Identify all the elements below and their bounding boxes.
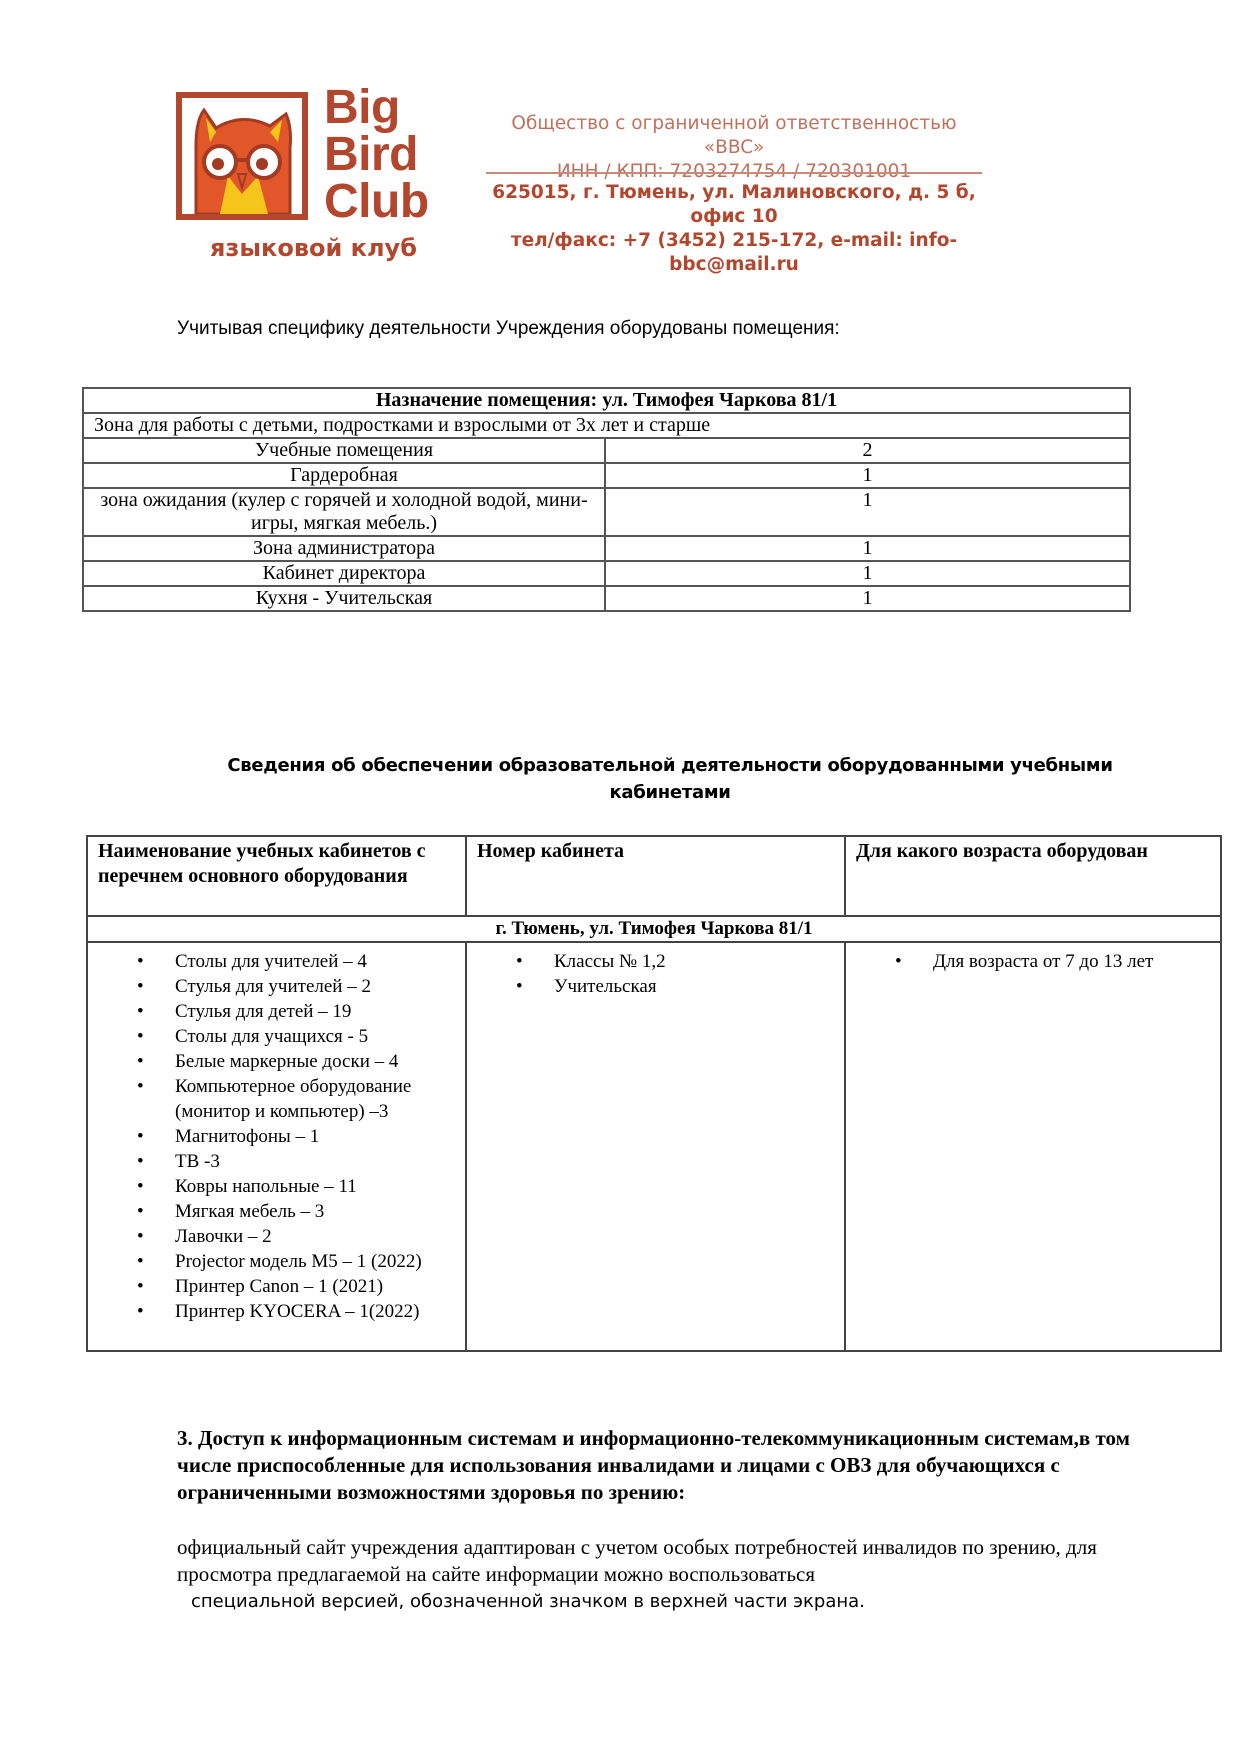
company-address: 625015, г. Тюмень, ул. Малиновского, д. 5 б, офис 10 bbox=[492, 182, 976, 227]
bullet-icon: • bbox=[137, 1276, 144, 1297]
bullet-icon: • bbox=[137, 1201, 144, 1222]
bullet-icon: • bbox=[137, 1001, 144, 1022]
equipment-item-text: Лавочки – 2 bbox=[175, 1226, 272, 1247]
room-count: 1 bbox=[605, 586, 1130, 611]
classrooms-table bbox=[86, 835, 1222, 1352]
table-row bbox=[83, 438, 1130, 463]
bullet-icon: • bbox=[137, 1051, 144, 1072]
inn-kpp: ИНН / КПП: 7203274754 / 720301001 bbox=[556, 161, 912, 182]
column-header-age: Для какого возраста оборудован bbox=[845, 836, 1221, 916]
equipment-item bbox=[89, 1074, 464, 1124]
equipment-item bbox=[89, 1299, 464, 1324]
equipment-item-text: Столы для учащихся - 5 bbox=[175, 1026, 369, 1047]
equipment-item bbox=[89, 1224, 464, 1249]
column-header-equipment: Наименование учебных кабинетов с перечнем основного оборудования bbox=[87, 836, 466, 916]
equipment-item-text: Ковры напольные – 11 bbox=[175, 1176, 357, 1197]
bullet-icon: • bbox=[137, 1226, 144, 1247]
company-phone-email: тел/факс: +7 (3452) 215-172, e-mail: info-bbc@mail.ru bbox=[510, 230, 958, 275]
equipment-item bbox=[89, 1249, 464, 1274]
equipment-item-text: Белые маркерные доски – 4 bbox=[175, 1051, 399, 1072]
room-name: Кабинет директора bbox=[83, 561, 605, 586]
equipment-item-text: Стулья для учителей – 2 bbox=[175, 976, 371, 997]
room-name: Учебные помещения bbox=[83, 438, 605, 463]
bullet-icon: • bbox=[137, 1301, 144, 1322]
section3-text-last: специальной версией, обозначенной значком в верхней части экрана. bbox=[191, 1591, 865, 1612]
equipment-item bbox=[89, 1024, 464, 1049]
brand-line: Bird bbox=[324, 128, 418, 181]
room-list bbox=[468, 949, 843, 999]
bullet-icon: • bbox=[516, 976, 523, 997]
section-title: Сведения об обеспечении образовательной деятельности оборудованными учебными кабинетами bbox=[227, 755, 1113, 803]
equipment-item-text: ТВ -3 bbox=[175, 1151, 220, 1172]
brand-tagline: языковой клуб bbox=[210, 234, 417, 262]
brand-line: Big bbox=[324, 81, 400, 134]
brand-line: Club bbox=[324, 175, 429, 228]
equipment-item bbox=[89, 949, 464, 974]
table-header-row bbox=[87, 836, 1221, 916]
bullet-icon: • bbox=[137, 1251, 144, 1272]
equipment-item-text: Мягкая мебель – 3 bbox=[175, 1201, 325, 1222]
table-row bbox=[87, 942, 1221, 1351]
equipment-item-text: Projector модель M5 – 1 (2022) bbox=[175, 1251, 422, 1272]
table-row bbox=[83, 586, 1130, 611]
section3-body bbox=[177, 1534, 1157, 1615]
table-zone-row bbox=[83, 413, 1130, 438]
bullet-icon: • bbox=[895, 951, 902, 972]
equipment-item-text: Магнитофоны – 1 bbox=[175, 1126, 320, 1147]
room-item-text: Учительская bbox=[554, 976, 657, 997]
room-count: 1 bbox=[605, 463, 1130, 488]
bullet-icon: • bbox=[137, 1076, 144, 1097]
column-header-room-number: Номер кабинета bbox=[466, 836, 845, 916]
room-name: зона ожидания (кулер с горячей и холодной водой, мини-игры, мягкая мебель.) bbox=[83, 488, 605, 536]
address-row bbox=[87, 916, 1221, 942]
company-name: Общество с ограниченной ответственностью «BBC» bbox=[511, 113, 957, 158]
room-item-text: Классы № 1,2 bbox=[554, 951, 666, 972]
letterhead-divider bbox=[486, 172, 982, 174]
section3-text: официальный сайт учреждения адаптирован с учетом особых потребностей инвалидов по зрению, для просмотра предлагаемой на сайте информации можно воспользоваться bbox=[177, 1535, 1097, 1586]
table-row bbox=[83, 463, 1130, 488]
table-row bbox=[83, 488, 1130, 536]
age-item-text: Для возраста от 7 до 13 лет bbox=[933, 951, 1154, 972]
premises-header: Назначение помещения: ул. Тимофея Чаркова 81/1 bbox=[83, 388, 1130, 413]
brand-name bbox=[324, 81, 429, 228]
equipment-item bbox=[89, 1199, 464, 1224]
age-cell bbox=[845, 942, 1221, 1351]
equipment-item-text: Принтер KYOCERA – 1(2022) bbox=[175, 1301, 420, 1322]
classrooms-address: г. Тюмень, ул. Тимофея Чаркова 81/1 bbox=[87, 916, 1221, 942]
equipment-item bbox=[89, 1049, 464, 1074]
equipment-list bbox=[89, 949, 464, 1324]
equipment-item bbox=[89, 974, 464, 999]
equipment-item bbox=[89, 1124, 464, 1149]
room-number-cell bbox=[466, 942, 845, 1351]
room-count: 2 bbox=[605, 438, 1130, 463]
room-count: 1 bbox=[605, 536, 1130, 561]
equipment-item bbox=[89, 1274, 464, 1299]
premises-zone: Зона для работы с детьми, подростками и взрослыми от 3х лет и старше bbox=[83, 413, 1130, 438]
equipment-item-text: Стулья для детей – 19 bbox=[175, 1001, 352, 1022]
table-row bbox=[83, 536, 1130, 561]
bullet-icon: • bbox=[516, 951, 523, 972]
bullet-icon: • bbox=[137, 976, 144, 997]
equipment-item bbox=[89, 1149, 464, 1174]
bullet-icon: • bbox=[137, 1026, 144, 1047]
bullet-icon: • bbox=[137, 951, 144, 972]
room-count: 1 bbox=[605, 488, 1130, 536]
bullet-icon: • bbox=[137, 1126, 144, 1147]
equipment-item bbox=[89, 999, 464, 1024]
equipment-item-text: Столы для учителей – 4 bbox=[175, 951, 367, 972]
table-header-row bbox=[83, 388, 1130, 413]
table-row bbox=[83, 561, 1130, 586]
room-count: 1 bbox=[605, 561, 1130, 586]
age-list bbox=[847, 949, 1219, 974]
equipment-item bbox=[89, 1174, 464, 1199]
bullet-icon: • bbox=[137, 1151, 144, 1172]
intro-text: Учитывая специфику деятельности Учреждения оборудованы помещения: bbox=[177, 318, 840, 339]
room-name: Гардеробная bbox=[83, 463, 605, 488]
bullet-icon: • bbox=[137, 1176, 144, 1197]
room-name: Зона администратора bbox=[83, 536, 605, 561]
equipment-item-text: Компьютерное оборудование (монитор и компьютер) –3 bbox=[175, 1076, 412, 1122]
equipment-cell bbox=[87, 942, 466, 1351]
room-name: Кухня - Учительская bbox=[83, 586, 605, 611]
premises-table bbox=[82, 387, 1131, 612]
room-item bbox=[468, 974, 843, 999]
owl-logo-icon bbox=[176, 92, 308, 220]
section3-title: 3. Доступ к информационным системам и информационно-телекоммуникационным системам,в том числе приспособленные для использования инвалидами и лицами с ОВЗ для обучающихся с ограниченными возможностями здоровья по зрению: bbox=[177, 1426, 1130, 1504]
age-item bbox=[847, 949, 1219, 974]
company-contacts bbox=[486, 181, 982, 277]
room-item bbox=[468, 949, 843, 974]
equipment-item-text: Принтер Canon – 1 (2021) bbox=[175, 1276, 384, 1297]
